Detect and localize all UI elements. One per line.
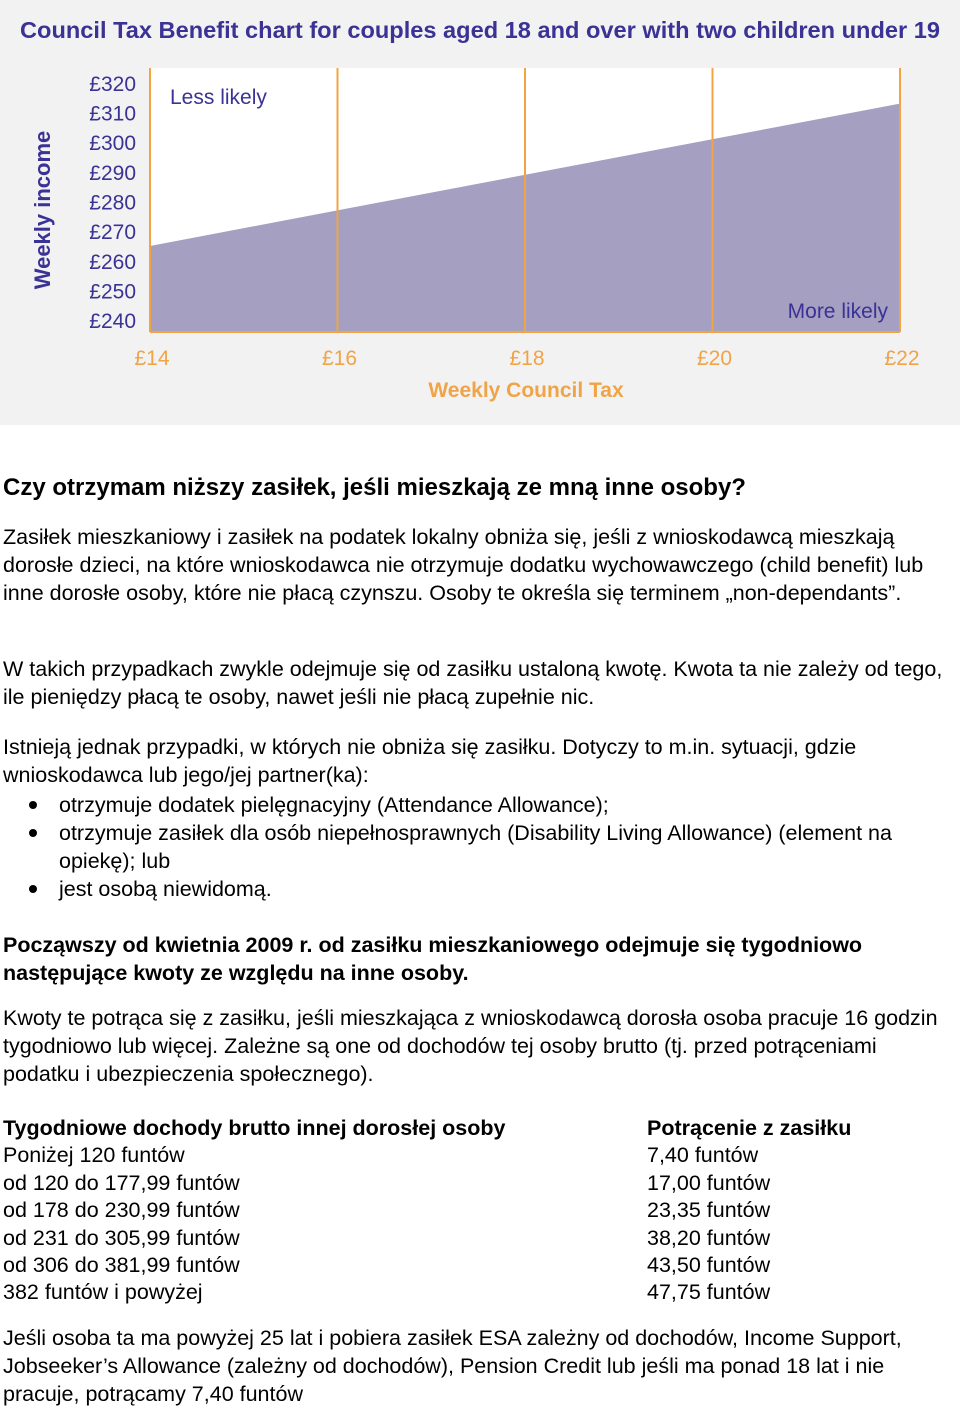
table-header-row [3, 1115, 903, 1142]
paragraph-5: Kwoty te potrąca się z zasiłku, jeśli mieszkająca z wnioskodawcą dorosła osoba pracuje 16 godzin tygodniowo lub więcej. Zależne są one od dochodów tej osoby brutto (tj. przed potrąceniami podatku i ubezpieczenia społecznego). [3, 1006, 938, 1086]
income-cell: Poniżej 120 funtów [3, 1143, 185, 1168]
header-income: Tygodniowe dochody brutto innej dorosłej osoby [3, 1116, 506, 1140]
table-row [3, 1279, 903, 1306]
income-cell: 382 funtów i powyżej [3, 1280, 203, 1305]
paragraph-3: Istnieją jednak przypadki, w których nie obniża się zasiłku. Dotyczy to m.in. sytuacji, gdzie wnioskodawca lub jego/jej partner(ka): [3, 735, 857, 787]
table-row [3, 1225, 903, 1252]
income-cell: od 306 do 381,99 funtów [3, 1253, 240, 1278]
deduction-cell: 47,75 funtów [647, 1280, 771, 1305]
y-tick-label: £240 [89, 310, 136, 334]
deduction-cell: 43,50 funtów [647, 1253, 771, 1278]
paragraph-6: Jeśli osoba ta ma powyżej 25 lat i pobiera zasiłek ESA zależny od dochodów, Income Support, Jobseeker’s Allowance (zależny od dochodów), Pension Credit lub jeśli ma ponad 18 lat i nie pracuje, potrącamy 7,40 funtów [3, 1326, 902, 1406]
paragraph-2: W takich przypadkach zwykle odejmuje się od zasiłku ustaloną kwotę. Kwota ta nie zależy od tego, ile pieniędzy płacą te osoby, nawet jeśli nie płacą zupełnie nic. [3, 657, 943, 709]
paragraph-4-bold: Począwszy od kwietnia 2009 r. od zasiłku mieszkaniowego odejmuje się tygodniowo następujące kwoty ze względu na inne osoby. [3, 933, 863, 985]
y-axis-label: Weekly income [30, 130, 55, 290]
y-tick-label: £300 [89, 132, 136, 156]
y-tick-label: £290 [89, 161, 136, 185]
list-item: otrzymuje dodatek pielęgnacyjny (Attendance Allowance); [0, 791, 957, 819]
y-tick-label: £270 [89, 221, 136, 245]
y-tick-label: £280 [89, 191, 136, 215]
bullet-icon [29, 885, 37, 893]
annotation-more-likely: More likely [787, 300, 888, 323]
deduction-cell: 38,20 funtów [647, 1225, 771, 1250]
y-tick-label: £310 [89, 102, 136, 126]
deduction-cell: 17,00 funtów [647, 1170, 771, 1195]
deduction-table [3, 1115, 903, 1307]
table-row [3, 1142, 903, 1169]
table-row [3, 1252, 903, 1279]
section-heading: Czy otrzymam niższy zasiłek, jeśli mieszkają ze mną inne osoby? [3, 474, 746, 501]
chart-title: Council Tax Benefit chart for couples aged 18 and over with two children under 19 [20, 17, 941, 43]
x-axis-label: Weekly Council Tax [428, 379, 624, 402]
income-cell: od 231 do 305,99 funtów [3, 1225, 240, 1250]
bullet-icon [29, 801, 37, 809]
y-tick-label: £260 [89, 250, 136, 274]
y-tick-label: £320 [89, 72, 136, 96]
x-tick-label: £22 [884, 347, 920, 370]
x-tick-label: £18 [509, 347, 545, 370]
table-row [3, 1197, 903, 1224]
y-axis [89, 68, 150, 333]
list-item: otrzymuje zasiłek dla osób niepełnosprawnych (Disability Living Allowance) (element na opiekę); lub [0, 819, 957, 875]
list-item: jest osobą niewidomą. [0, 875, 957, 903]
deduction-cell: 23,35 funtów [647, 1198, 771, 1223]
exemption-list [0, 791, 957, 903]
annotation-less-likely: Less likely [170, 86, 267, 109]
x-tick-label: £16 [321, 347, 358, 370]
deduction-cell: 7,40 funtów [647, 1143, 759, 1168]
table-row [3, 1170, 903, 1197]
bullet-icon [29, 829, 37, 837]
y-tick-label: £250 [89, 280, 136, 304]
income-cell: od 120 do 177,99 funtów [3, 1170, 240, 1195]
paragraph-1: Zasiłek mieszkaniowy i zasiłek na podatek lokalny obniża się, jeśli z wnioskodawcą mieszkają dorosłe dzieci, na które wnioskodawca nie otrzymuje dodatku wychowawczego (child benefit) lub inne dorosłe osoby, które nie płacą czynszu. Osoby te określa się terminem „non-dependants”. [3, 525, 924, 605]
x-axis [134, 332, 919, 370]
x-tick-label: £20 [696, 347, 733, 370]
header-deduction: Potrącenie z zasiłku [647, 1116, 852, 1140]
chart-svg [0, 0, 960, 425]
chart-figure [0, 0, 960, 425]
x-tick-label: £14 [134, 347, 170, 370]
income-cell: od 178 do 230,99 funtów [3, 1198, 240, 1223]
